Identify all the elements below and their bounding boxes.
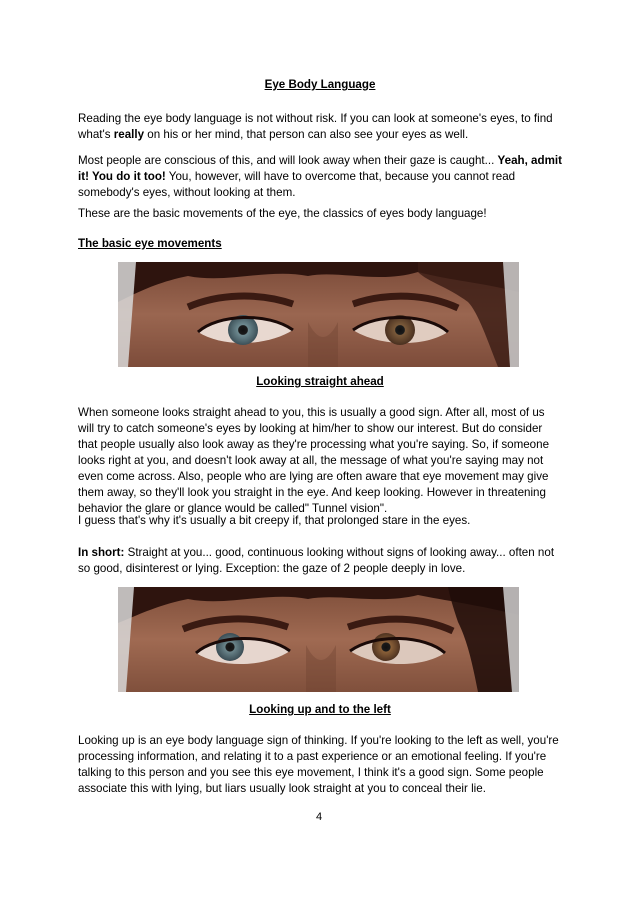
section1-paragraph-1: When someone looks straight ahead to you, this is usually a good sign. After all, most of us will try to catch someone's eyes by looking at him/her to show our interest. But do consider that people usually also look away as they're processing what you're saying. So, if someone looks right at you, and doesn't look away at all, the message of what you're saying may not even come across. Also, people who are lying are often aware that eye movement may give them away, so they'll look you straight in the eye. And keep looking. However in threatening behavior the glare or glance would be called" Tunnel vision". [78, 406, 550, 515]
intro-paragraph-1 [78, 111, 562, 143]
section-heading: The basic eye movements [78, 237, 222, 250]
intro-paragraph-3: These are the basic movements of the eye, the classics of eyes body language! [78, 207, 487, 220]
section2-paragraph-1: Looking up is an eye body language sign of thinking. If you're looking to the left as well, you're processing information, and relating it to a past experience or an emotional feeling. If you're talking to this person and you see this eye movement, I think it's a good sign. Some people associate this with lying, but liars usually look straight at you to conceal their lie. [78, 734, 559, 795]
section1-paragraph-2: I guess that's why it's usually a bit creepy if, that prolonged stare in the eyes. [78, 514, 471, 527]
intro-p1-text-a: Reading the eye body language is not without risk. If you can look at someone's eyes, to find what's [78, 112, 553, 141]
eyes-up-left-photo [118, 587, 519, 692]
caption-up-left: Looking up and to the left [249, 703, 391, 716]
section1-summary [78, 545, 562, 577]
intro-p1-bold: really [113, 128, 145, 141]
intro-p2-text-a: Most people are conscious of this, and will look away when their gaze is caught... [78, 154, 498, 167]
caption-straight-ahead: Looking straight ahead [256, 375, 384, 388]
eyes-straight-photo [118, 262, 519, 367]
in-short-text: Straight at you... good, continuous looking without signs of looking away... often not so good, disinterest or lying. Exception: the gaze of 2 people deeply in love. [78, 546, 555, 575]
page-number: 4 [315, 811, 323, 823]
page-title: Eye Body Language [264, 78, 376, 91]
intro-p2-text-b: You, however, will have to overcome that, because you cannot read somebody's eyes, without looking at them. [78, 170, 516, 199]
in-short-label: In short: [78, 546, 125, 559]
intro-paragraph-2 [78, 153, 562, 201]
intro-p1-text-b: on his or her mind, that person can also see your eyes as well. [144, 128, 469, 141]
intro-p2-bold: Yeah, admit it! You do it too! [78, 154, 562, 183]
